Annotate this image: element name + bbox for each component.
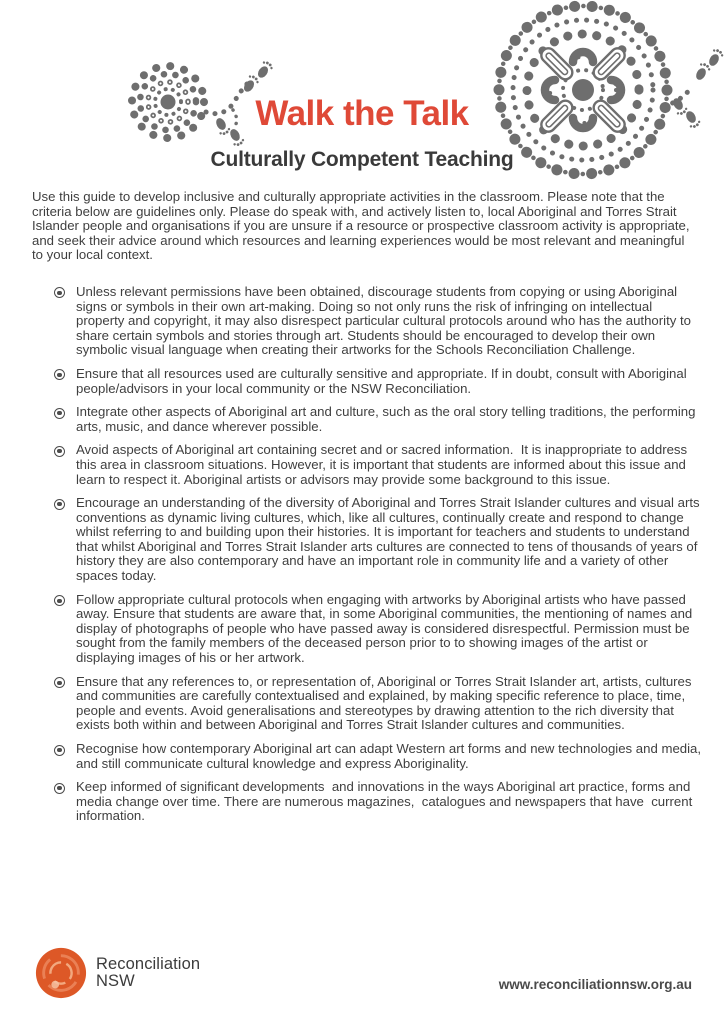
list-item: [54, 741, 705, 771]
list-item: [54, 443, 702, 487]
bullet-icon: [54, 499, 65, 510]
list-item-text: Integrate other aspects of Aboriginal art and culture, such as the oral story telling traditions, the performing arts, music, and dance wherever possible.: [76, 404, 700, 434]
bullet-icon: [54, 446, 65, 457]
list-item-text: Encourage an understanding of the diversity of Aboriginal and Torres Strait Islander cultures and visual arts conventions as dynamic living cultures, which, like all cultures, continually create and respond to change whilst referring to and building upon their histories. It is important for teachers and students to understand that whilst Aboriginal and Torres Strait Islander arts cultures are connected to tens of thousands of years of history they are also contemporary and have an important role in community life and a variety of other spaces today.: [76, 495, 704, 584]
page-subtitle: Culturally Competent Teaching: [210, 148, 514, 171]
list-item: [54, 675, 702, 733]
header: [0, 0, 724, 182]
page-title: Walk the Talk: [255, 94, 469, 133]
bullet-icon: [54, 745, 65, 756]
list-item-text: Follow appropriate cultural protocols when engaging with artworks by Aboriginal artists who have passed away. Ensure that students are aware that, in some Aboriginal communities, the mentioning of names and display of photographs of people who have passed away is considered disrespectful. Permission must be sought from the family members of the deceased person prior to to showing images of the artist or displaying images of his or her artwork.: [76, 591, 696, 666]
bullet-icon: [54, 783, 65, 794]
list-item-text: Ensure that all resources used are culturally sensitive and appropriate. If in doubt, consult with Aboriginal people/advisors in your local community or the NSW Reconciliation.: [76, 365, 691, 396]
list-item-text: Avoid aspects of Aboriginal art containing secret and or sacred information. It is inappropriate to address this area in classroom situations. However, it is important that students are informed about this issue and learn to respect it. Aboriginal artists or advisors may provide some background to this issue.: [76, 442, 691, 487]
bullet-icon: [54, 677, 65, 688]
logo-text: [96, 956, 200, 991]
bullet-icon: [54, 595, 65, 606]
footer: [0, 934, 724, 1024]
list-item-text: Unless relevant permissions have been obtained, discourage students from copying or using Aboriginal signs or symbols in their own art-making. Doing so not only runs the risk of infringing on intellectual property and copyright, it may also disrespect particular cultural protocols around who has the authority to share certain symbols and stories through art. Students should be encouraged to develop their own symbolic visual language when creating their artworks for the Schools Reconciliation Challenge.: [76, 283, 695, 358]
list-item-text: Recognise how contemporary Aboriginal art can adapt Western art forms and new technologies and media, and still communicate cultural knowledge and express Aboriginality.: [76, 741, 705, 771]
list-item: [54, 496, 702, 584]
reconciliation-nsw-logo: [34, 946, 200, 1000]
bullet-icon: [54, 369, 65, 380]
list-item-text: Keep informed of significant developments and innovations in the ways Aboriginal art practice, forms and media change over time. There are numerous magazines, catalogues and newspapers that have current information.: [76, 779, 696, 824]
list-item: [54, 593, 702, 666]
list-item: [54, 367, 702, 396]
list-item: [54, 780, 702, 824]
list-item: [54, 285, 702, 358]
list-item: [54, 405, 702, 434]
logo-circle-icon: [34, 946, 88, 1000]
guideline-list: [32, 283, 705, 824]
logo-org-line1: Reconciliation: [96, 954, 201, 973]
bullet-icon: [54, 287, 65, 298]
list-item-text: Ensure that any references to, or representation of, Aboriginal or Torres Strait Islander art, artists, cultures and communities are carefully contextualised and explained, by making specific reference to place, time, people and events. Avoid generalisations and stereotypes by drawing attention to the rich diversity that exists both within and between Aboriginal and Torres Strait Islander cultures and communities.: [76, 673, 696, 733]
website-url: www.reconciliationnsw.org.au: [498, 977, 692, 992]
content: [0, 182, 724, 824]
bullet-icon: [54, 408, 65, 419]
logo-org-line2: NSW: [96, 972, 135, 990]
intro-paragraph: Use this guide to develop inclusive and culturally appropriate activities in the classroom. Please note that the criteria below are guidelines only. Please do speak with, and actively listen to, local Aboriginal and Torres Strait Islander people and organisations if you are unsure if a resource or prospective classroom activity is appropriate, and seek their advice around which resources and learning experiences would be most relevant and meaningful to your local context.: [32, 189, 694, 263]
